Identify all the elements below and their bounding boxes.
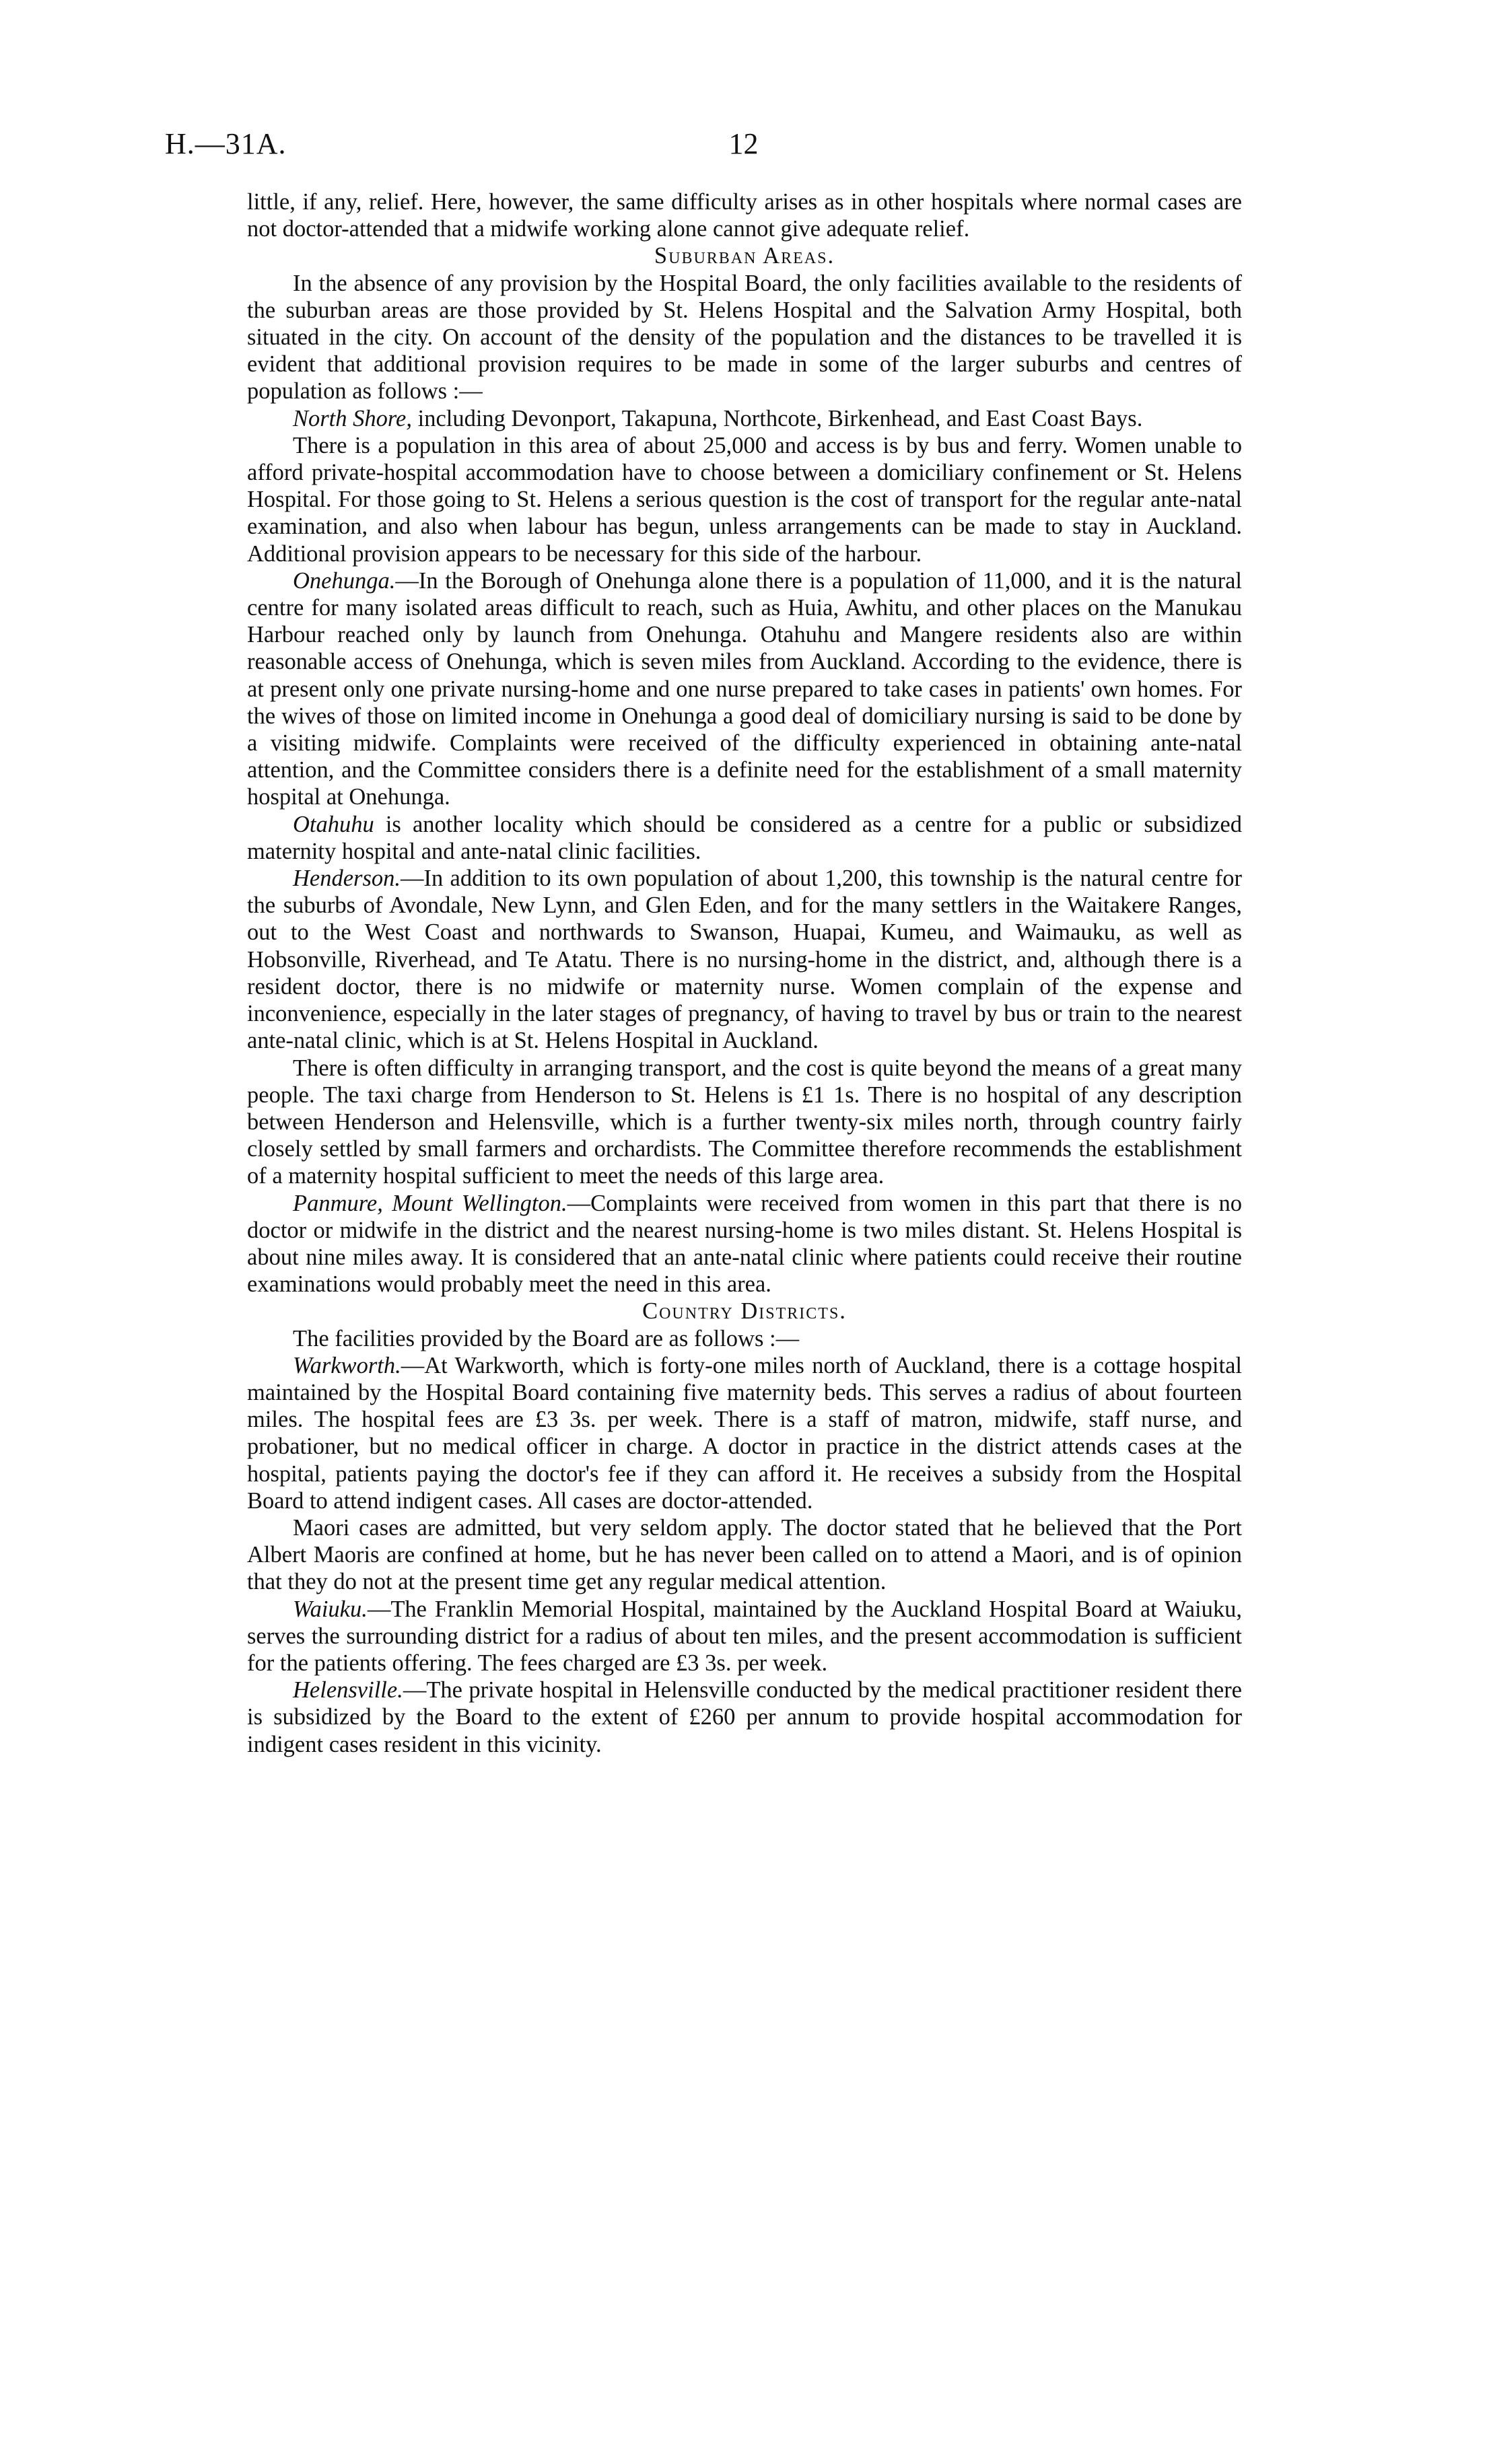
intro-paragraph: little, if any, relief. Here, however, the same difficulty arises as in other hospitals where normal cases are not doctor-attended that a midwife working alone cannot give adequate relief. — [247, 189, 1242, 242]
panmure-paragraph — [247, 1190, 1242, 1298]
country-districts-heading: Country Districts. — [642, 1298, 847, 1325]
onehunga-paragraph — [247, 567, 1242, 811]
helensville-title: Helensville. — [293, 1677, 403, 1703]
onehunga-text: —In the Borough of Onehunga alone there is a population of 11,000, and it is the natural centre for many isolated areas difficult to reach, such as Huia, Awhitu, and other places on the Manukau Harbour reached only by launch from Onehunga. Otahuhu and Mangere residents also are within reasonable access of Onehunga, which is seven miles from Auckland. According to the evidence, there is at present only one private nursing-home and one nurse prepared to take cases in patients' own homes. For the wives of those on limited income in Onehunga a good deal of domiciliary nursing is said to be done by a visiting midwife. Complaints were received of the difficulty experienced in obtaining ante-natal attention, and the Committee considers there is a definite need for the establishment of a small maternity hospital at Onehunga. — [247, 567, 1242, 810]
north-shore-title: North Shore, — [293, 405, 412, 431]
north-shore-text: including Devonport, Takapuna, Northcote, Birkenhead, and East Coast Bays. — [411, 405, 1143, 431]
country-intro-paragraph: The facilities provided by the Board are as follows :— — [293, 1325, 800, 1351]
waiuku-paragraph — [247, 1596, 1242, 1677]
waiuku-title: Waiuku. — [293, 1596, 368, 1622]
helensville-text: —The private hospital in Helensville conducted by the medical practitioner resident there is subsidized by the Board to the extent of £260 per annum to provide hospital accommodation for indigent cases resident in this vicinity. — [247, 1677, 1242, 1757]
henderson-title: Henderson. — [293, 866, 401, 892]
body-text — [247, 188, 1242, 1758]
henderson-text: —In addition to its own population of about 1,200, this township is the natural centre for the suburbs of Avondale, New Lynn, and Glen Eden, and for the many settlers in the Waitakere Ranges, out to the West Coast and northwards to Swanson, Huapai, Kumeu, and Waimauku, as well as Hobsonville, Riverhead, and Te Atatu. There is no nursing-home in the district, and, although there is a resident doctor, there is no midwife or maternity nurse. Women complain of the expense and inconvenience, especially in the later stages of pregnancy, of having to travel by bus or train to the nearest ante-natal clinic, which is at St. Helens Hospital in Auckland. — [247, 866, 1242, 1054]
waiuku-text: —The Franklin Memorial Hospital, maintained by the Auckland Hospital Board at Waiuku, serves the surrounding district for a radius of about ten miles, and the present accommodation is sufficient for the patients offering. The fees charged are £3 3s. per week. — [247, 1596, 1242, 1676]
maori-cases-paragraph: Maori cases are admitted, but very seldom apply. The doctor stated that he believed that the Port Albert Maoris are confined at home, but he has never been called on to attend a Maori, and is of opinion that they do not at the present time get any regular medical attention. — [247, 1514, 1242, 1595]
panmure-title: Panmure, Mount Wellington. — [293, 1190, 567, 1216]
north-shore-paragraph — [247, 405, 1242, 432]
onehunga-title: Onehunga. — [293, 567, 396, 594]
page-number: 12 — [728, 127, 759, 160]
warkworth-paragraph — [247, 1352, 1242, 1514]
helensville-paragraph — [247, 1677, 1242, 1758]
otahuhu-title: Otahuhu — [293, 811, 374, 837]
panmure-text: —Complaints were received from women in this part that there is no doctor or midwife in the district and the nearest nursing-home is two miles distant. St. Helens Hospital is about nine miles away. It is considered that an ante-natal clinic where patients could receive their routine examinations would probably meet the need in this area. — [247, 1190, 1242, 1298]
suburban-areas-heading: Suburban Areas. — [654, 243, 835, 269]
warkworth-text: —At Warkworth, which is forty-one miles north of Auckland, there is a cottage hospital maintained by the Hospital Board containing five maternity beds. This serves a radius of about fourteen miles. The hospital fees are £3 3s. per week. There is a staff of matron, midwife, staff nurse, and probationer, but no medical officer in charge. A doctor in practice in the district attends cases at the hospital, patients paying the doctor's fee if they can afford it. He receives a subsidy from the Hospital Board to attend indigent cases. All cases are doctor-attended. — [247, 1352, 1242, 1514]
henderson-transport-paragraph: There is often difficulty in arranging transport, and the cost is quite beyond the means of a great many people. The taxi charge from Henderson to St. Helens is £1 1s. There is no hospital of any description between Henderson and Helensville, which is a further twenty-six miles north, through country fairly closely settled by small farmers and orchardists. The Committee therefore recommends the establishment of a maternity hospital sufficient to meet the needs of this large area. — [247, 1055, 1242, 1189]
document-reference: H.—31A. — [165, 127, 287, 160]
otahuhu-paragraph — [247, 811, 1242, 865]
suburban-intro-paragraph: In the absence of any provision by the Hospital Board, the only facilities available to the residents of the suburban areas are those provided by St. Helens Hospital and the Salvation Army Hospital, both situated in the city. On account of the density of the population and the distances to be travelled it is evident that additional provision requires to be made in some of the larger suburbs and centres of population as follows :— — [247, 270, 1242, 404]
otahuhu-text: is another locality which should be considered as a centre for a public or subsidized maternity hospital and ante-natal clinic facilities. — [247, 811, 1242, 864]
warkworth-title: Warkworth. — [293, 1352, 401, 1378]
henderson-paragraph — [247, 865, 1242, 1054]
north-shore-population-paragraph: There is a population in this area of about 25,000 and access is by bus and ferry. Women unable to afford private-hospital accommodation have to choose between a domiciliary confinement or St. Helens Hospital. For those going to St. Helens a serious question is the cost of transport for the regular ante-natal examination, and also when labour has begun, unless arrangements can be made to stay in Auckland. Additional provision appears to be necessary for this side of the harbour. — [247, 432, 1242, 567]
page-header — [0, 127, 1487, 167]
